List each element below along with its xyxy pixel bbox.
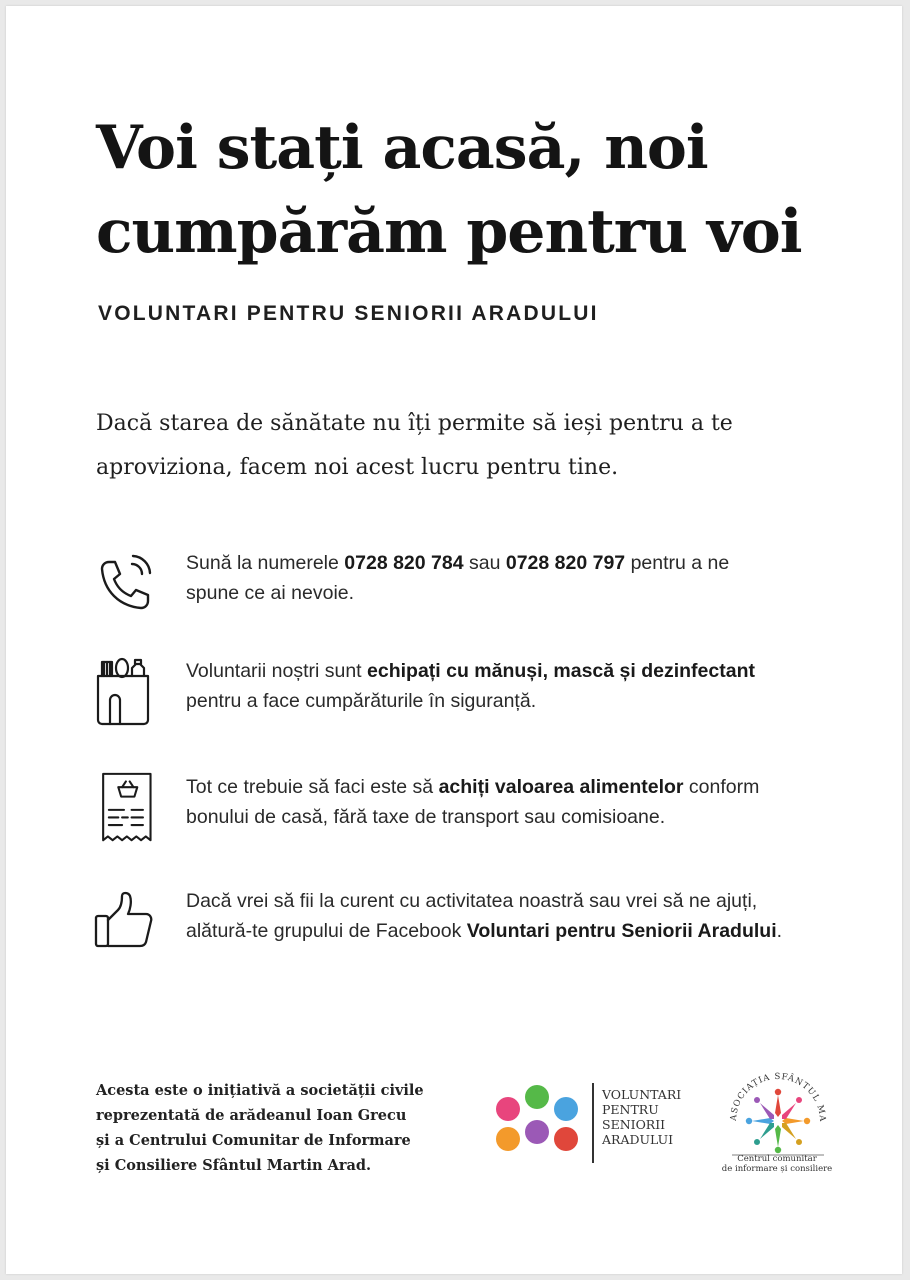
- poster-page: [6, 6, 902, 1274]
- logo-dot-red: [554, 1127, 578, 1151]
- facebook-text-line-1: Dacă vrei să fii la curent cu activitatea noastră sau vrei să ne ajuți,: [186, 890, 758, 912]
- equipment-text-a: Voluntarii noștri sunt: [186, 660, 368, 682]
- headline-line-2: cumpărăm pentru voi: [96, 197, 802, 267]
- logo-word-4: ARADULUI: [602, 1132, 674, 1147]
- subtitle: VOLUNTARI PENTRU SENIORII ARADULUI: [98, 302, 599, 325]
- logo-divider: [592, 1083, 594, 1163]
- intro-paragraph: [96, 402, 836, 490]
- logo-dot-green: [525, 1085, 549, 1109]
- payment-bold-text: achiți valoarea alimentelor: [438, 776, 684, 798]
- logo-dot-purple: [525, 1120, 549, 1144]
- people-circle-icon: [746, 1089, 810, 1153]
- phone-number-1[interactable]: 0728 820 784: [344, 552, 464, 574]
- association-sub-line-2: de informare și consiliere: [721, 1164, 833, 1174]
- logo-dot-pink: [496, 1097, 520, 1121]
- association-subtitle: [711, 1154, 843, 1174]
- footer-note: [96, 1078, 496, 1178]
- receipt-icon: [92, 772, 156, 844]
- footer-line-3: și a Centrului Comunitar de Informare: [96, 1132, 411, 1149]
- voluntari-logo: [494, 1081, 684, 1171]
- footer-line-2: reprezentată de arădeanul Ioan Grecu: [96, 1107, 407, 1124]
- headline: [96, 106, 856, 274]
- association-sub-line-1: Centrul comunitar: [737, 1154, 817, 1164]
- logo-wordmark: [602, 1087, 681, 1147]
- info-item-phone-text: [186, 548, 866, 608]
- info-item-facebook: [92, 886, 852, 966]
- facebook-group-name[interactable]: Voluntari pentru Seniorii Aradului: [466, 920, 777, 942]
- intro-line-1: Dacă starea de sănătate nu îți permite să ieși pentru a te: [96, 411, 733, 436]
- phone-text-b: sau: [463, 552, 506, 574]
- logo-word-3: SENIORII: [602, 1117, 666, 1132]
- info-item-payment: [92, 772, 852, 852]
- phone-text-c: pentru a ne: [625, 552, 730, 574]
- logo-dot-orange: [496, 1127, 520, 1151]
- info-item-equipment-text: [186, 656, 866, 716]
- phone-icon: [92, 548, 156, 620]
- intro-line-2: aproviziona, facem noi acest lucru pentru tine.: [96, 455, 619, 480]
- payment-text-a: Tot ce trebuie să faci este să: [186, 776, 439, 798]
- svg-text:ASOCIAȚIA SFÂNTUL MARTIN ARAD: ASOCIAȚIA SFÂNTUL MA: [728, 1071, 828, 1123]
- facebook-text-b: .: [776, 920, 783, 942]
- thumbs-up-icon: [92, 886, 156, 958]
- footer-line-1: Acesta este o inițiativă a societății civile: [96, 1082, 424, 1099]
- info-item-equipment: [92, 656, 852, 736]
- grocery-bag-icon: [92, 656, 156, 728]
- equipment-bold-text: echipați cu mănuși, mască și dezinfectant: [367, 660, 755, 682]
- info-item-payment-text: [186, 772, 866, 832]
- logo-word-1: VOLUNTARI: [602, 1087, 682, 1102]
- headline-line-1: Voi stați acasă, noi: [96, 113, 708, 183]
- phone-text-line-2: spune ce ai nevoie.: [186, 582, 355, 604]
- payment-text-b: conform: [683, 776, 760, 798]
- phone-text-a: Sună la numerele: [186, 552, 345, 574]
- phone-number-2[interactable]: 0728 820 797: [505, 552, 626, 574]
- logo-word-2: PENTRU: [602, 1102, 659, 1117]
- equipment-text-line-2: pentru a face cumpărăturile în siguranță.: [186, 690, 537, 712]
- info-item-phone: [92, 548, 852, 628]
- info-item-facebook-text: [186, 886, 866, 946]
- footer-line-4: și Consiliere Sfântul Martin Arad.: [96, 1157, 372, 1174]
- payment-text-line-2: bonului de casă, fără taxe de transport sau comisioane.: [186, 806, 666, 828]
- facebook-text-a: alătură-te grupului de Facebook: [186, 920, 467, 942]
- logo-dot-blue: [554, 1097, 578, 1121]
